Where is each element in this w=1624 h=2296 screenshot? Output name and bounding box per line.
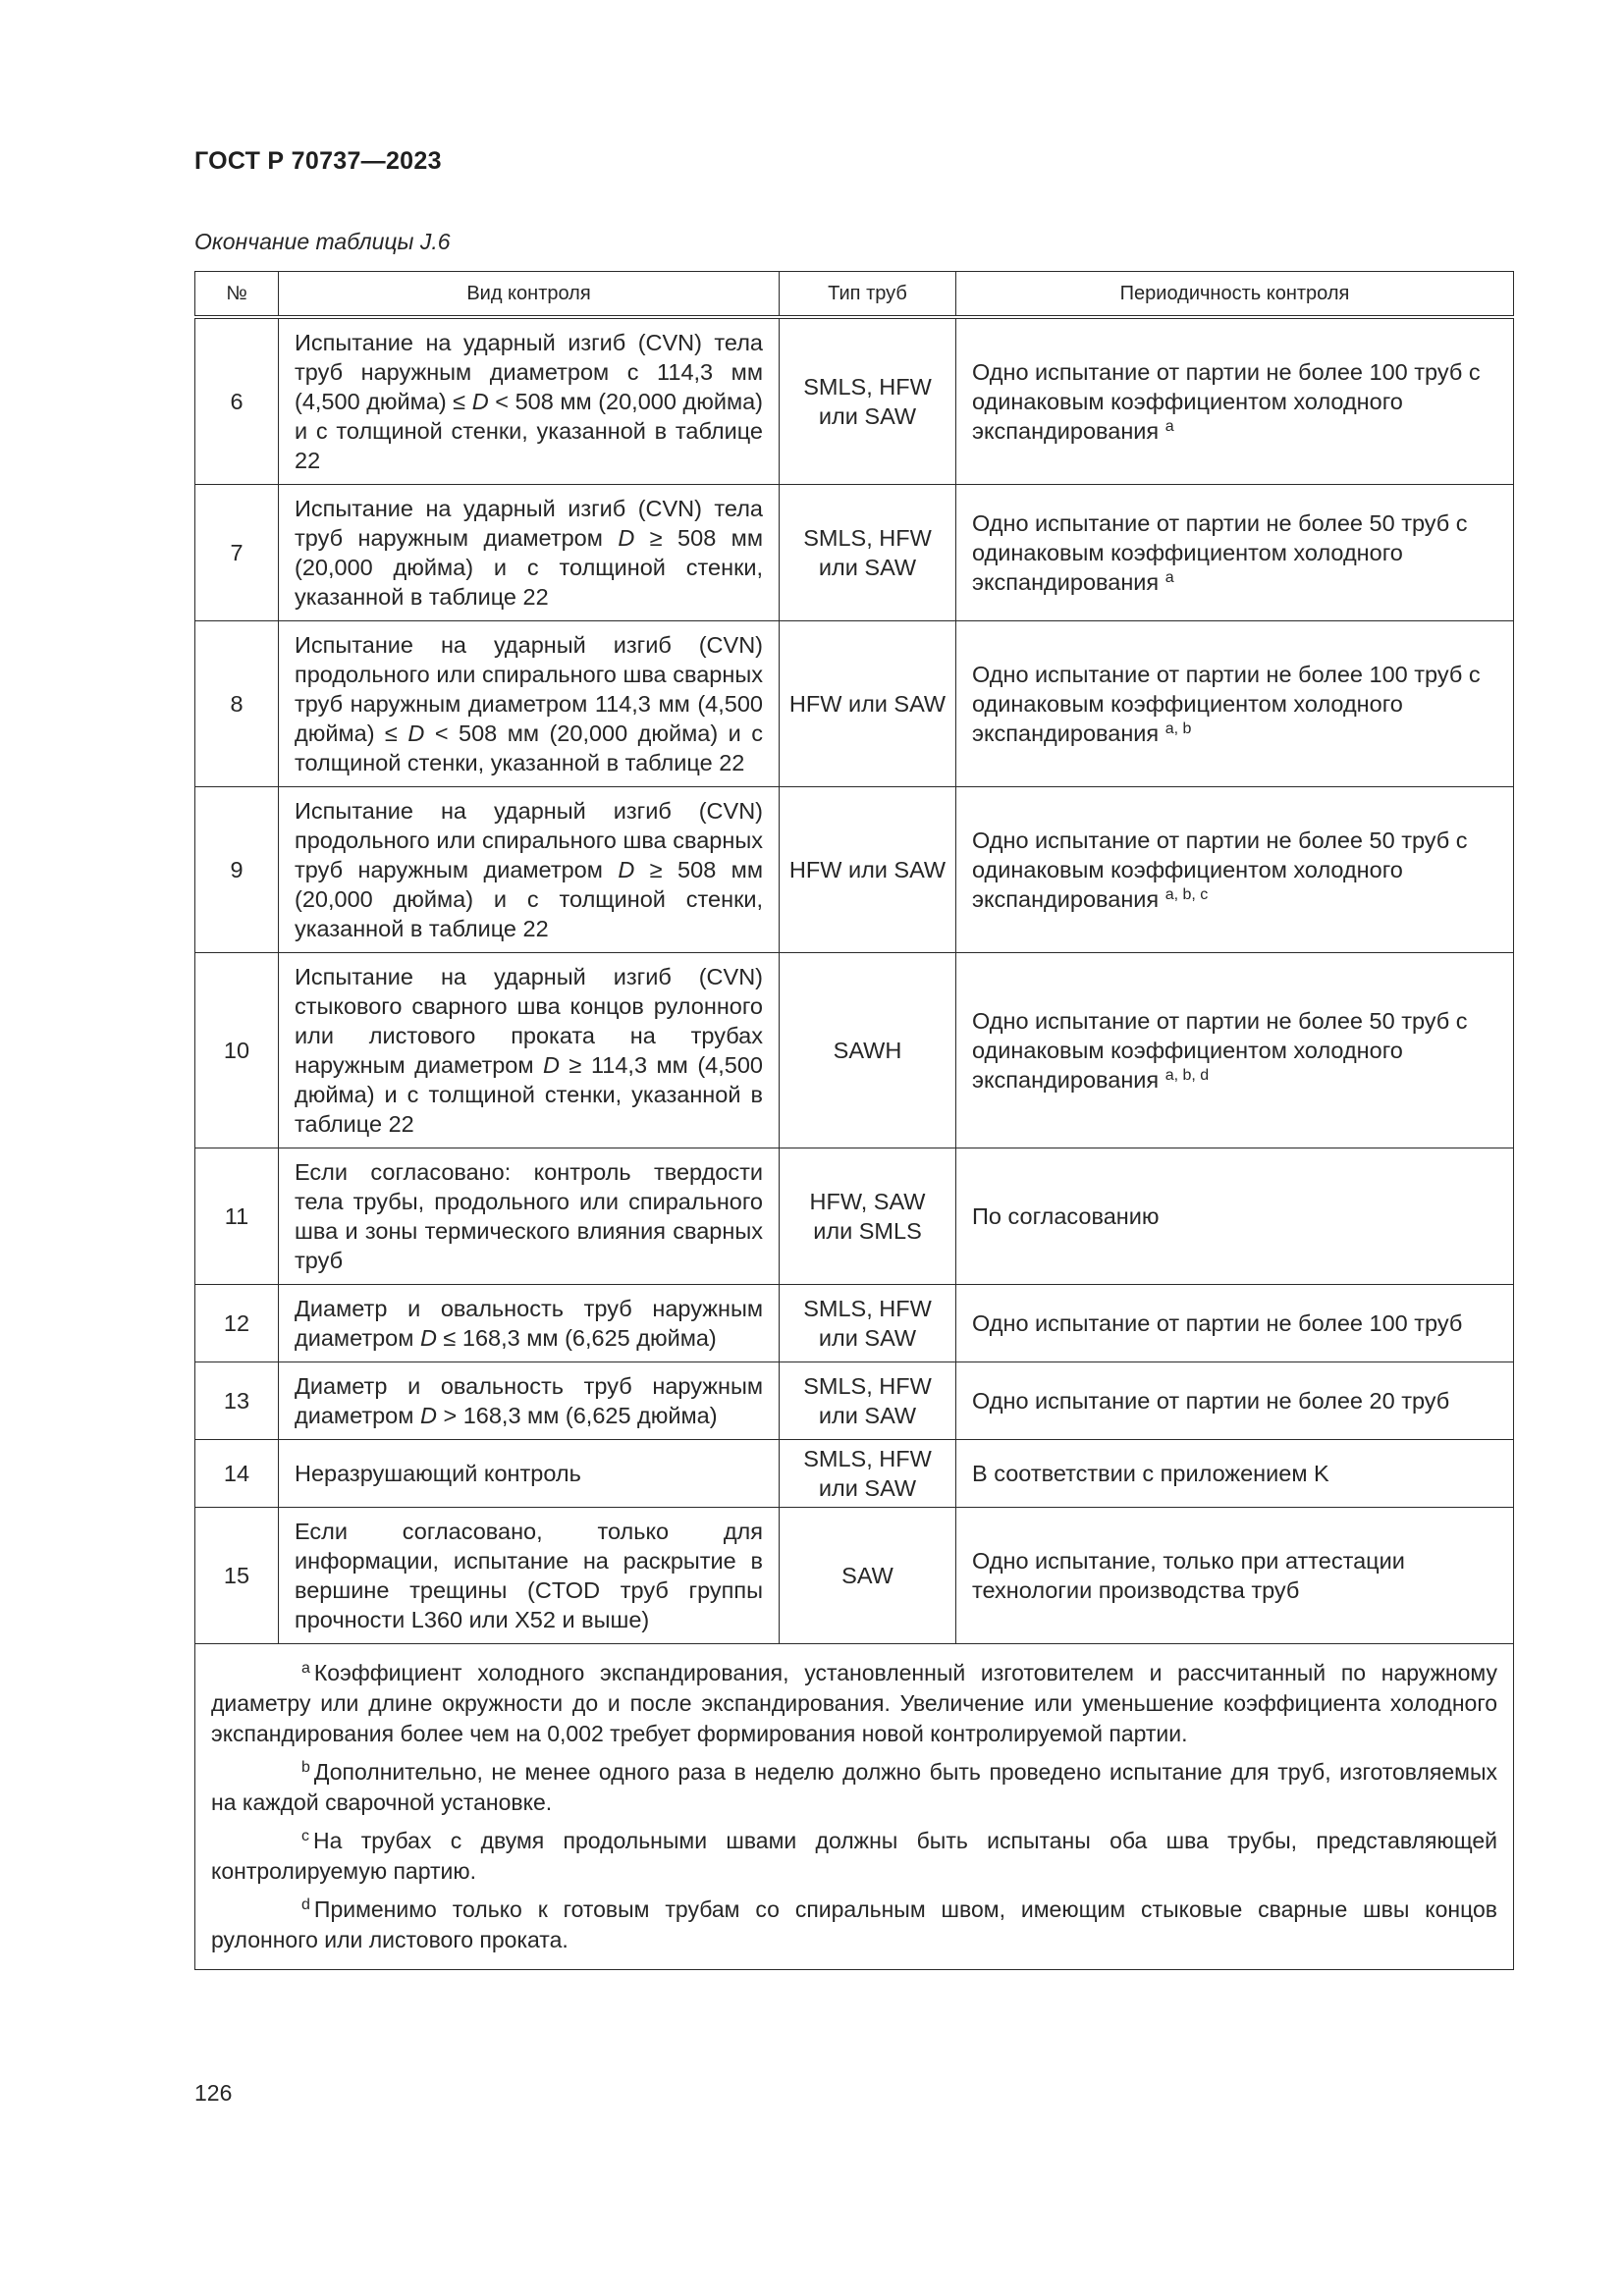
periodicity-text: Одно испытание от партии не более 100 труб с одинаковым коэффициентом холодного экспандирования	[972, 662, 1481, 746]
pipe-type-cell: SMLS, HFW или SAW	[780, 485, 956, 621]
table-caption: Окончание таблицы J.6	[194, 229, 451, 254]
pipe-type-cell: SMLS, HFW или SAW	[780, 1440, 956, 1508]
control-text: ≥ 508 мм (20,000 дюйма) и с толщиной стенки, указанной в таблице 22	[295, 857, 763, 941]
row-number: 7	[195, 485, 279, 621]
footnote-b	[211, 1757, 1497, 1818]
pipe-type-cell: SMLS, HFW или SAW	[780, 317, 956, 485]
periodicity-cell	[956, 1362, 1514, 1440]
periodicity-text: По согласованию	[972, 1203, 1160, 1229]
control-text: Диаметр и овальность труб наружным диаметром	[295, 1296, 763, 1351]
row-number: 14	[195, 1440, 279, 1508]
control-text: < 508 мм (20,000 дюйма) и с толщиной стенки, указанной в таблице 22	[295, 721, 763, 775]
control-text: Испытание на ударный изгиб (CVN) тела труб наружным диаметром	[295, 496, 763, 551]
control-type-cell	[279, 953, 780, 1148]
control-type-cell	[279, 1508, 780, 1644]
table-row	[195, 485, 1514, 621]
row-number: 13	[195, 1362, 279, 1440]
control-text: ≥ 508 мм (20,000 дюйма) и с толщиной стенки, указанной в таблице 22	[295, 525, 763, 610]
footnote-text: Коэффициент холодного экспандирования, установленный изготовителем и рассчитанный по наружному диаметру или длине окружности до и после экспандирования. Увеличение или уменьшение коэффициента холодного экспандирования более чем на 0,002 требует формирования новой контролируемой партии.	[211, 1660, 1497, 1746]
periodicity-text: Одно испытание от партии не более 20 труб	[972, 1388, 1450, 1414]
periodicity-text: В соответствии с приложением K	[972, 1461, 1329, 1486]
control-text: Если согласовано: контроль твердости тела трубы, продольного или спирального шва и зоны термического влияния сварных труб	[295, 1159, 763, 1273]
row-number: 11	[195, 1148, 279, 1285]
column-header-control-type: Вид контроля	[279, 272, 780, 318]
footnote-reference: a	[1164, 569, 1174, 586]
periodicity-text: Одно испытание от партии не более 50 труб с одинаковым коэффициентом холодного экспандирования	[972, 828, 1468, 912]
control-type-cell	[279, 787, 780, 953]
control-text: Неразрушающий контроль	[295, 1461, 581, 1486]
control-text: D	[618, 857, 635, 882]
document-code: ГОСТ Р 70737—2023	[194, 147, 442, 175]
table-row	[195, 1508, 1514, 1644]
control-table	[194, 271, 1514, 1970]
periodicity-cell	[956, 787, 1514, 953]
column-header-periodicity: Периодичность контроля	[956, 272, 1514, 318]
footnote-mark: b	[301, 1759, 310, 1776]
footnote-mark: a	[301, 1660, 310, 1677]
footnote-c	[211, 1826, 1497, 1887]
footnote-reference: a, b, c	[1164, 886, 1209, 903]
row-number: 9	[195, 787, 279, 953]
control-text: ≥ 114,3 мм (4,500 дюйма) и с толщиной стенки, указанной в таблице 22	[295, 1052, 763, 1137]
control-text: Если согласовано, только для информации, испытание на раскрытие в вершине трещины (CTOD труб группы прочности L360 или X52 и выше)	[295, 1519, 763, 1632]
table-row	[195, 787, 1514, 953]
periodicity-cell	[956, 1148, 1514, 1285]
footnote-text: Применимо только к готовым трубам со спиральным швом, имеющим стыковые сварные швы концов рулонного или листового проката.	[211, 1896, 1497, 1952]
footnote-reference: a, b	[1164, 721, 1192, 737]
periodicity-cell	[956, 1440, 1514, 1508]
control-text: Испытание на ударный изгиб (CVN) стыкового сварного шва концов рулонного или листового проката на трубах наружным диаметром	[295, 964, 763, 1078]
table-row	[195, 1440, 1514, 1508]
table-row	[195, 1362, 1514, 1440]
control-text: D	[419, 1325, 437, 1351]
control-type-cell	[279, 485, 780, 621]
footnote-text: Дополнительно, не менее одного раза в неделю должно быть проведено испытание для труб, изготовляемых на каждой сварочной установке.	[211, 1759, 1497, 1815]
control-text: Испытание на ударный изгиб (CVN) продольного или спирального шва сварных труб наружным диаметром 114,3 мм (4,500 дюйма) ≤	[295, 632, 763, 746]
pipe-type-cell: SMLS, HFW или SAW	[780, 1285, 956, 1362]
footnote-a	[211, 1658, 1497, 1749]
footnote-d	[211, 1895, 1497, 1955]
table-header-row	[195, 272, 1514, 318]
table-row	[195, 953, 1514, 1148]
periodicity-cell	[956, 485, 1514, 621]
page-number: 126	[194, 2080, 233, 2106]
row-number: 8	[195, 621, 279, 787]
pipe-type-cell: SAW	[780, 1508, 956, 1644]
control-text: ≤ 168,3 мм (6,625 дюйма)	[436, 1325, 717, 1351]
control-type-cell	[279, 1362, 780, 1440]
control-text: Испытание на ударный изгиб (CVN) продольного или спирального шва сварных труб наружным диаметром	[295, 798, 763, 882]
footnote-reference: a, b, d	[1164, 1067, 1210, 1084]
control-text: Диаметр и овальность труб наружным диаметром	[295, 1373, 763, 1428]
periodicity-text: Одно испытание от партии не более 100 труб с одинаковым коэффициентом холодного экспандирования	[972, 359, 1481, 444]
notes-row	[195, 1644, 1514, 1970]
pipe-type-cell: HFW или SAW	[780, 621, 956, 787]
control-type-cell	[279, 1148, 780, 1285]
periodicity-cell	[956, 1508, 1514, 1644]
column-header-pipe-type: Тип труб	[780, 272, 956, 318]
periodicity-text: Одно испытание от партии не более 50 труб с одинаковым коэффициентом холодного экспандирования	[972, 510, 1468, 595]
row-number: 6	[195, 317, 279, 485]
pipe-type-cell: SAWH	[780, 953, 956, 1148]
control-type-cell	[279, 1285, 780, 1362]
table-row	[195, 621, 1514, 787]
control-type-cell	[279, 317, 780, 485]
control-text: < 508 мм (20,000 дюйма) и с толщиной стенки, указанной в таблице 22	[295, 389, 763, 473]
control-type-cell	[279, 1440, 780, 1508]
table-row	[195, 1148, 1514, 1285]
column-header-number: №	[195, 272, 279, 318]
footnote-mark: d	[301, 1896, 310, 1913]
control-text: D	[618, 525, 635, 551]
periodicity-cell	[956, 621, 1514, 787]
periodicity-text: Одно испытание от партии не более 50 труб с одинаковым коэффициентом холодного экспандирования	[972, 1008, 1468, 1093]
pipe-type-cell: HFW, SAW или SMLS	[780, 1148, 956, 1285]
row-number: 15	[195, 1508, 279, 1644]
control-text: D	[407, 721, 425, 746]
table-notes	[195, 1644, 1514, 1970]
pipe-type-cell: HFW или SAW	[780, 787, 956, 953]
control-text: D	[419, 1403, 437, 1428]
control-text: D	[471, 389, 489, 414]
control-text: > 168,3 мм (6,625 дюйма)	[436, 1403, 718, 1428]
footnote-text: На трубах с двумя продольными швами должны быть испытаны оба шва трубы, представляющей контролируемую партию.	[211, 1828, 1497, 1884]
pipe-type-cell: SMLS, HFW или SAW	[780, 1362, 956, 1440]
footnote-mark: c	[301, 1828, 309, 1844]
periodicity-text: Одно испытание, только при аттестации технологии производства труб	[972, 1548, 1405, 1603]
control-text: D	[543, 1052, 561, 1078]
table-body	[195, 317, 1514, 1644]
periodicity-cell	[956, 953, 1514, 1148]
periodicity-cell	[956, 317, 1514, 485]
row-number: 10	[195, 953, 279, 1148]
control-text: Испытание на ударный изгиб (CVN) тела труб наружным диаметром с 114,3 мм (4,500 дюйма) ≤	[295, 330, 763, 414]
periodicity-text: Одно испытание от партии не более 100 труб	[972, 1310, 1463, 1336]
control-type-cell	[279, 621, 780, 787]
row-number: 12	[195, 1285, 279, 1362]
table-row	[195, 1285, 1514, 1362]
table-row	[195, 317, 1514, 485]
periodicity-cell	[956, 1285, 1514, 1362]
footnote-reference: a	[1164, 418, 1174, 435]
